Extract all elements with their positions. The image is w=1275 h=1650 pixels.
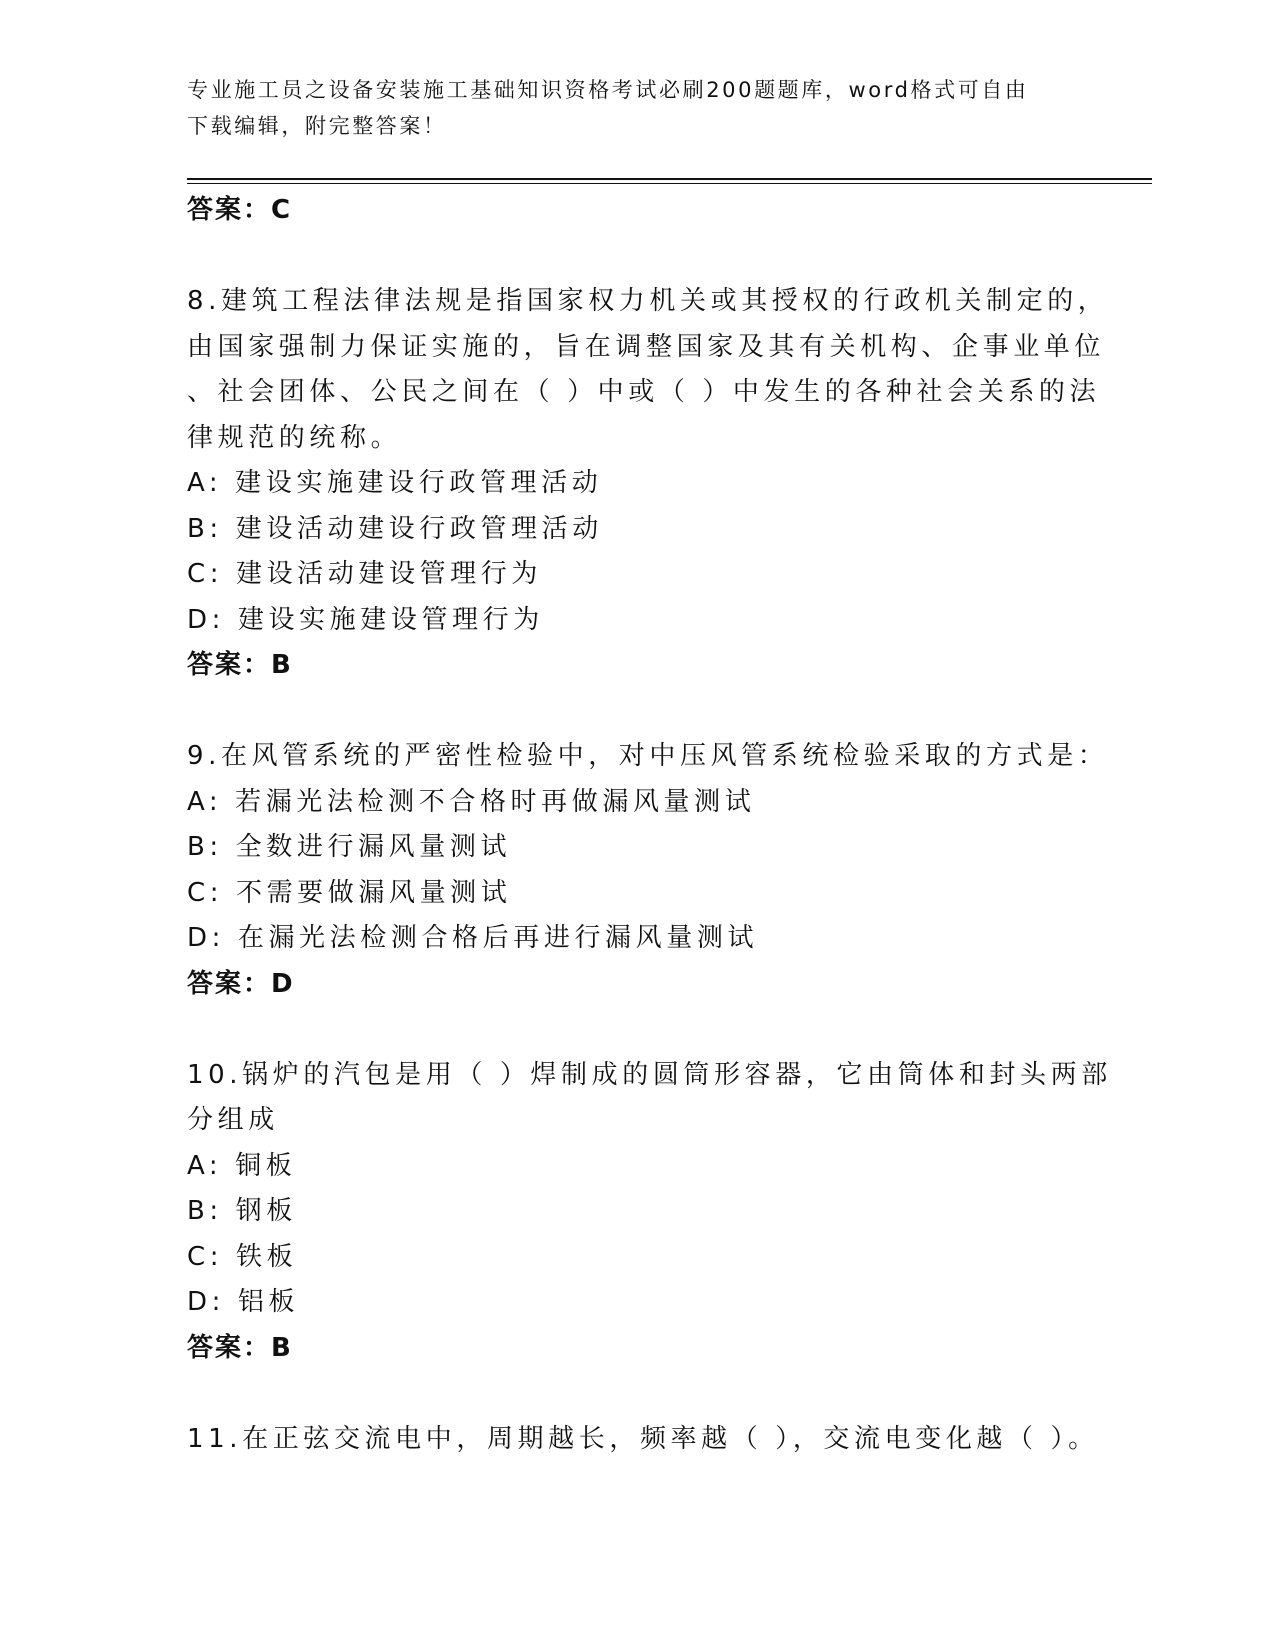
answer: 答案：D xyxy=(187,968,295,999)
question-stem-line: 9.在风管系统的严密性检验中，对中压风管系统检验采取的方式是： xyxy=(187,741,1109,771)
option-b: B: 全数进行漏风量测试 xyxy=(187,832,512,862)
answer: 答案：B xyxy=(187,1332,293,1363)
option-c: C: 铁板 xyxy=(187,1241,298,1272)
document-header xyxy=(187,72,1067,144)
option-d: D: 建设实施建设管理行为 xyxy=(187,604,544,635)
header-line-1: 专业施工员之设备安装施工基础知识资格考试必刷200题题库，word格式可自由 xyxy=(187,78,1029,102)
question-list xyxy=(187,188,1112,1462)
previous-answer: 答案：C xyxy=(187,195,293,225)
option-a: A: 建设实施建设行政管理活动 xyxy=(187,468,603,498)
question-11 xyxy=(187,1417,1099,1463)
question-stem-line: 10.锅炉的汽包是用（ ）焊制成的圆筒形容器，它由筒体和封头两部 xyxy=(187,1059,1112,1090)
option-b: B: 建设活动建设行政管理活动 xyxy=(187,513,603,544)
question-10 xyxy=(187,1053,1112,1372)
question-stem-line: 由国家强制力保证实施的，旨在调整国家及其有关机构、企事业单位 xyxy=(187,331,1106,362)
header-line-2: 下载编辑，附完整答案！ xyxy=(187,114,447,138)
option-b: B: 钢板 xyxy=(187,1196,297,1226)
question-stem-line: 11.在正弦交流电中，周期越长，频率越（ ），交流电变化越（ ）。 xyxy=(187,1423,1099,1454)
question-9 xyxy=(187,734,1109,1007)
header-divider-thick xyxy=(187,178,1152,180)
option-d: D: 铝板 xyxy=(187,1287,300,1317)
spacer xyxy=(187,1371,1087,1417)
header-divider-thin xyxy=(187,183,1152,184)
spacer xyxy=(187,234,1087,280)
option-a: A: 若漏光法检测不合格时再做漏风量测试 xyxy=(187,786,756,817)
option-c: C: 不需要做漏风量测试 xyxy=(187,877,512,908)
option-c: C: 建设活动建设管理行为 xyxy=(187,559,542,589)
answer: 答案：B xyxy=(187,650,293,680)
question-stem-line: 、社会团体、公民之间在（ ）中或（ ）中发生的各种社会关系的法 xyxy=(187,377,1101,407)
question-8 xyxy=(187,279,1109,689)
option-d: D: 在漏光法检测合格后再进行漏风量测试 xyxy=(187,923,759,953)
spacer xyxy=(187,689,1087,735)
spacer xyxy=(187,1007,1087,1053)
option-a: A: 铜板 xyxy=(187,1150,297,1181)
question-stem-line: 律规范的统称。 xyxy=(187,422,402,453)
question-stem-line: 分组成 xyxy=(187,1105,279,1135)
question-stem-line: 8.建筑工程法律法规是指国家权力机关或其授权的行政机关制定的， xyxy=(187,286,1109,316)
